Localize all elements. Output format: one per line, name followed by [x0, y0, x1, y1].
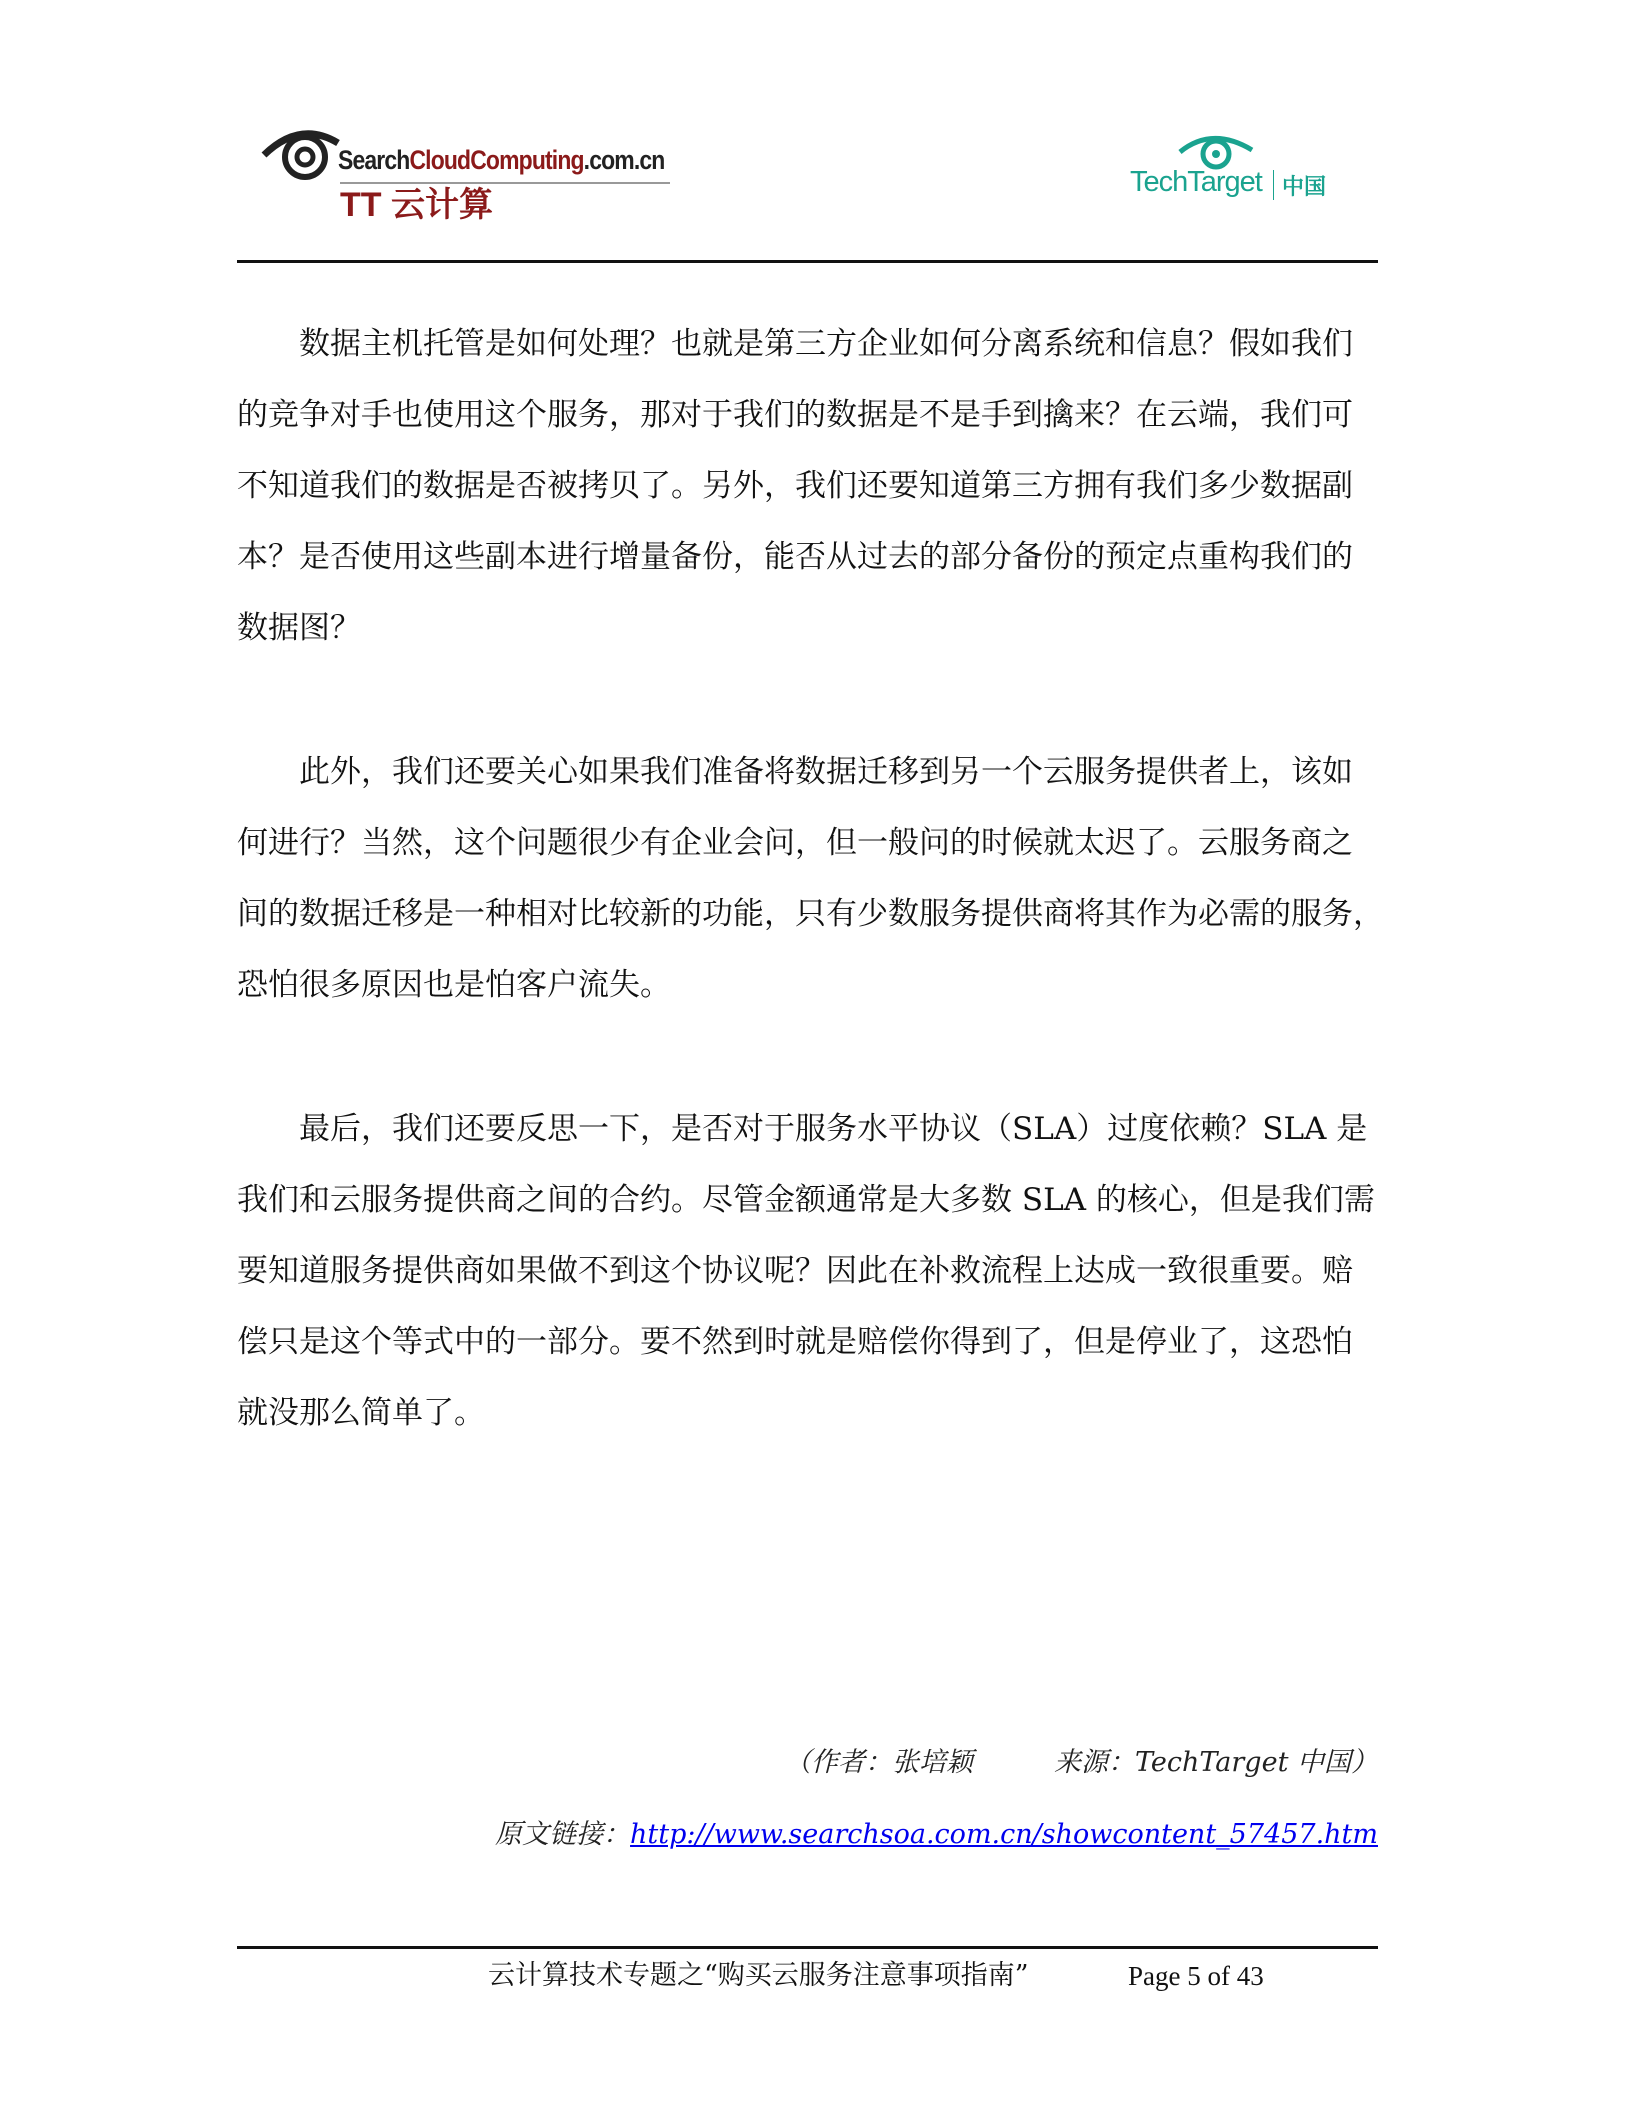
source-link[interactable]: http://www.searchsoa.com.cn/showcontent_57457.htm	[630, 1819, 1378, 1850]
source-link-line	[495, 1817, 1378, 1853]
line: 就没那么简单了。	[237, 1395, 485, 1431]
line: 我们和云服务提供商之间的合约。尽管金额通常是大多数 SLA 的核心，但是我们需	[237, 1182, 1375, 1218]
link-label: 原文链接：	[495, 1819, 631, 1850]
line: 要知道服务提供商如果做不到这个协议呢？因此在补救流程上达成一致很重要。赔	[237, 1253, 1353, 1289]
line: 何进行？当然，这个问题很少有企业会问，但一般问的时候就太迟了。云服务商之	[237, 825, 1353, 861]
searchcloudcomputing-logo	[260, 125, 680, 235]
line: 本？是否使用这些副本进行增量备份，能否从过去的部分备份的预定点重构我们的	[237, 539, 1353, 575]
brand-name: TechTarget	[1130, 166, 1262, 198]
site-brand: CloudComputing	[409, 145, 584, 175]
logo-underline	[340, 182, 670, 184]
divider	[1273, 170, 1274, 200]
site-prefix: Search	[338, 145, 410, 175]
paragraph-1	[237, 309, 1407, 664]
footer	[488, 1958, 1388, 1998]
line: 此外，我们还要关心如果我们准备将数据迁移到另一个云服务提供者上，该如	[237, 754, 1353, 790]
line: 数据图？	[237, 610, 361, 646]
paragraph-2	[237, 737, 1407, 1021]
line: 的竞争对手也使用这个服务，那对于我们的数据是不是手到擒来？在云端，我们可	[237, 397, 1353, 433]
line: 间的数据迁移是一种相对比较新的功能，只有少数服务提供商将其作为必需的服务，	[237, 896, 1384, 932]
header-rule	[237, 260, 1378, 263]
line: 恐怕很多原因也是怕客户流失。	[237, 967, 671, 1003]
line: 偿只是这个等式中的一部分。要不然到时就是赔偿你得到了，但是停业了，这恐怕	[237, 1324, 1353, 1360]
eye-icon	[260, 125, 340, 185]
brand-region: 中国	[1282, 174, 1327, 199]
site-name	[338, 145, 664, 176]
paragraph-3	[237, 1094, 1407, 1449]
footer-title: 云计算技术专题之“购买云服务注意事项指南”	[488, 1960, 1029, 1991]
author-credit: （作者：张培颖 来源：TechTarget 中国）	[783, 1747, 1378, 1778]
techtarget-logo	[1120, 130, 1340, 210]
page-number: Page 5 of 43	[1128, 1961, 1264, 1991]
line: 最后，我们还要反思一下，是否对于服务水平协议（SLA）过度依赖？SLA 是	[237, 1111, 1368, 1147]
site-suffix: .com.cn	[583, 145, 665, 175]
line: 数据主机托管是如何处理？也就是第三方企业如何分离系统和信息？假如我们	[237, 326, 1353, 362]
line: 不知道我们的数据是否被拷贝了。另外，我们还要知道第三方拥有我们多少数据副	[237, 468, 1353, 504]
footer-rule	[237, 1946, 1378, 1949]
logo-subtitle: TT 云计算	[340, 186, 493, 224]
